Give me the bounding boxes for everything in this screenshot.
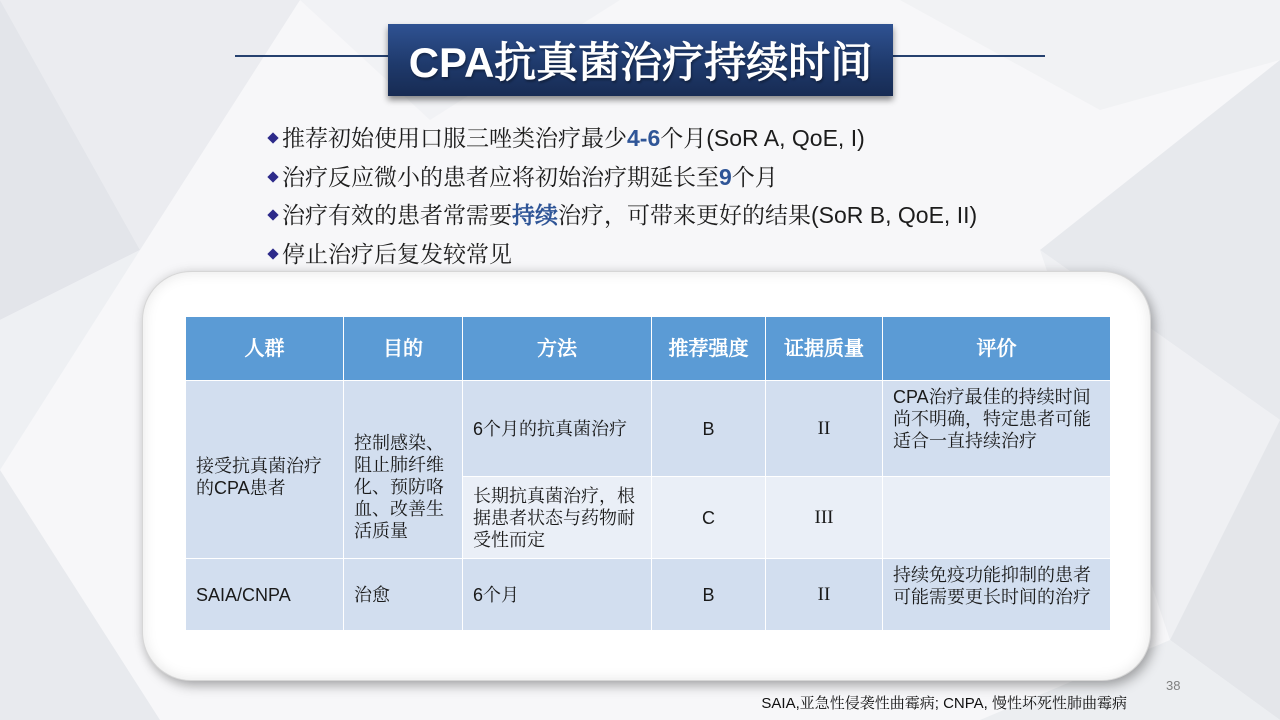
bullet-emphasis: 4-6 bbox=[627, 125, 661, 151]
bullet-item bbox=[266, 196, 977, 235]
bullet-item bbox=[266, 235, 977, 274]
bullet-text: 个月(SoR A, QoE, I) bbox=[660, 125, 865, 151]
header-method: 方法 bbox=[463, 317, 652, 381]
page-number: 38 bbox=[1166, 678, 1181, 693]
table-row bbox=[186, 559, 1111, 631]
diamond-icon bbox=[267, 248, 278, 259]
bullet-emphasis: 9 bbox=[719, 163, 732, 190]
table-body bbox=[186, 381, 1111, 631]
slide-title: CPA抗真菌治疗持续时间 bbox=[408, 39, 873, 86]
diamond-icon bbox=[267, 171, 278, 182]
cell-evidence: III bbox=[766, 477, 883, 559]
cell-strength: C bbox=[652, 477, 766, 559]
cell-method: 长期抗真菌治疗，根 据患者状态与药物耐 受性而定 bbox=[463, 477, 652, 559]
bullet-item bbox=[266, 119, 977, 158]
cell-strength: B bbox=[652, 559, 766, 631]
bullet-text: 治疗有效的患者常需要 bbox=[282, 202, 512, 228]
cell-purpose: 控制感染、 阻止肺纤维 化、预防咯 血、改善生 活质量 bbox=[344, 381, 463, 559]
bullet-list bbox=[266, 119, 977, 273]
bullet-text: 治疗，可带来更好的结果(SoR B, QoE, II) bbox=[558, 202, 978, 228]
cell-evidence: II bbox=[766, 381, 883, 477]
cell-strength: B bbox=[652, 381, 766, 477]
header-comment: 评价 bbox=[883, 317, 1111, 381]
title-divider-right bbox=[892, 55, 1045, 57]
bullet-text: 个月 bbox=[731, 163, 778, 190]
table-row bbox=[186, 381, 1111, 477]
cell-purpose: 治愈 bbox=[344, 559, 463, 631]
table-header bbox=[186, 317, 1111, 381]
bullet-text: 推荐初始使用口服三唑类治疗最少 bbox=[282, 125, 627, 151]
header-population: 人群 bbox=[186, 317, 344, 381]
cell-method: 6个月 bbox=[463, 559, 652, 631]
cell-population: 接受抗真菌治疗 的CPA患者 bbox=[186, 381, 344, 559]
header-purpose: 目的 bbox=[344, 317, 463, 381]
table-header-row bbox=[186, 317, 1111, 381]
treatment-duration-table bbox=[185, 316, 1111, 631]
cell-population: SAIA/CNPA bbox=[186, 559, 344, 631]
title-banner bbox=[388, 24, 893, 96]
cell-comment-empty bbox=[883, 477, 1111, 559]
cell-evidence: II bbox=[766, 559, 883, 631]
cell-comment: 持续免疫功能抑制的患者 可能需要更长时间的治疗 bbox=[883, 559, 1111, 631]
bullet-text: 停止治疗后复发较常见 bbox=[282, 240, 512, 267]
bullet-item bbox=[266, 158, 977, 197]
background-polygon bbox=[0, 470, 160, 720]
cell-method: 6个月的抗真菌治疗 bbox=[463, 381, 652, 477]
diamond-icon bbox=[267, 132, 278, 143]
header-strength: 推荐强度 bbox=[652, 317, 766, 381]
bullet-emphasis: 持续 bbox=[512, 202, 558, 228]
header-evidence: 证据质量 bbox=[766, 317, 883, 381]
cell-comment: CPA治疗最佳的持续时间 尚不明确，特定患者可能 适合一直持续治疗 bbox=[883, 381, 1111, 477]
footnote: SAIA,亚急性侵袭性曲霉病; CNPA, 慢性坏死性肺曲霉病 bbox=[761, 695, 1127, 712]
bullet-text: 治疗反应微小的患者应将初始治疗期延长至 bbox=[282, 163, 719, 190]
title-divider-left bbox=[235, 55, 389, 57]
diamond-icon bbox=[267, 209, 278, 220]
